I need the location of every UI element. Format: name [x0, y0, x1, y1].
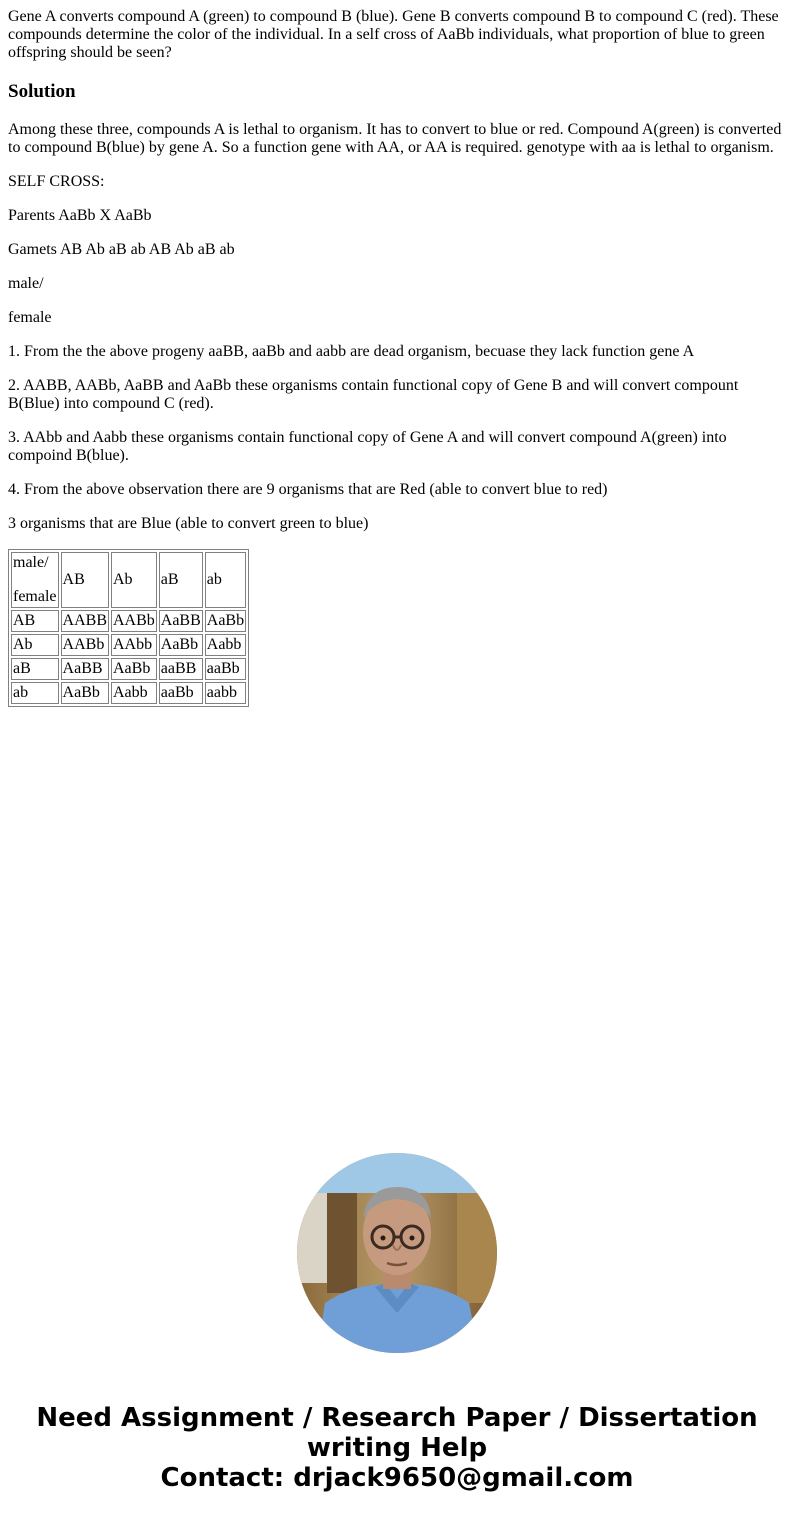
- table-row: [11, 682, 246, 704]
- table-row: [11, 658, 246, 680]
- table-row: [11, 634, 246, 656]
- row-label-cell: aB: [11, 658, 59, 680]
- paragraph: female: [8, 309, 52, 326]
- paragraph: SELF CROSS:: [8, 173, 105, 190]
- corner-label-female: female: [13, 588, 57, 605]
- table-cell: AABb: [111, 610, 157, 632]
- table-header-cell: Ab: [111, 552, 157, 608]
- table-cell: aaBB: [159, 658, 203, 680]
- paragraph: 2. AABB, AABb, AaBB and AaBb these organisms contain functional copy of Gene B and will convert compount B(Blue) into compound C (red).: [8, 377, 739, 412]
- table-cell: AaBb: [205, 610, 246, 632]
- paragraph: 3. AAbb and Aabb these organisms contain functional copy of Gene A and will convert compound A(green) into compoind B(blue).: [8, 429, 727, 464]
- paragraph: 3 organisms that are Blue (able to convert green to blue): [8, 515, 369, 532]
- table-cell: Aabb: [111, 682, 157, 704]
- table-cell: Aabb: [205, 634, 246, 656]
- question-text: Gene A converts compound A (green) to compound B (blue). Gene B converts compound B to compound C (red). These compounds determine the color of the individual. In a self cross of AaBb individuals, what proportion of blue to green offspring should be seen?: [8, 8, 779, 61]
- corner-label-male: male/: [13, 554, 49, 571]
- document-body: [8, 8, 786, 707]
- table-cell: aaBb: [159, 682, 203, 704]
- footer-contact: Contact: drjack9650@gmail.com: [160, 1463, 634, 1493]
- table-cell: AABB: [61, 610, 109, 632]
- table-cell: AaBb: [159, 634, 203, 656]
- table-header-cell: aB: [159, 552, 203, 608]
- avatar-portrait-image: [297, 1153, 497, 1353]
- table-cell: AaBB: [61, 658, 109, 680]
- footer-line: Need Assignment / Research Paper / Dissertation: [36, 1403, 758, 1433]
- paragraph: 1. From the the above progeny aaBB, aaBb and aabb are dead organism, becuase they lack function gene A: [8, 343, 695, 360]
- row-label-cell: ab: [11, 682, 59, 704]
- table-cell: AaBb: [111, 658, 157, 680]
- author-avatar: [297, 1153, 497, 1353]
- punnett-square-table: [8, 549, 249, 707]
- table-cell: AAbb: [111, 634, 157, 656]
- paragraph: Gamets AB Ab aB ab AB Ab aB ab: [8, 241, 235, 258]
- table-header-cell: ab: [205, 552, 246, 608]
- footer-line: writing Help: [306, 1433, 488, 1463]
- table-cell: aaBb: [205, 658, 246, 680]
- paragraph: Among these three, compounds A is lethal to organism. It has to convert to blue or red. Compound A(green) is converted to compound B(blue) by gene A. So a function gene with AA, or AA is required. genotype with aa is lethal to organism.: [8, 121, 782, 156]
- solution-heading: Solution: [8, 81, 76, 102]
- table-corner-cell: [11, 552, 59, 608]
- table-cell: AABb: [61, 634, 109, 656]
- table-cell: AaBB: [159, 610, 203, 632]
- table-row: [11, 610, 246, 632]
- footer-banner: [0, 1403, 794, 1493]
- paragraph: Parents AaBb X AaBb: [8, 207, 152, 224]
- paragraph: male/: [8, 275, 44, 292]
- row-label-cell: AB: [11, 610, 59, 632]
- paragraph: 4. From the above observation there are 9 organisms that are Red (able to convert blue to red): [8, 481, 608, 498]
- table-header-cell: AB: [61, 552, 109, 608]
- table-cell: aabb: [205, 682, 246, 704]
- row-label-cell: Ab: [11, 634, 59, 656]
- table-cell: AaBb: [61, 682, 109, 704]
- table-header-row: [11, 552, 246, 608]
